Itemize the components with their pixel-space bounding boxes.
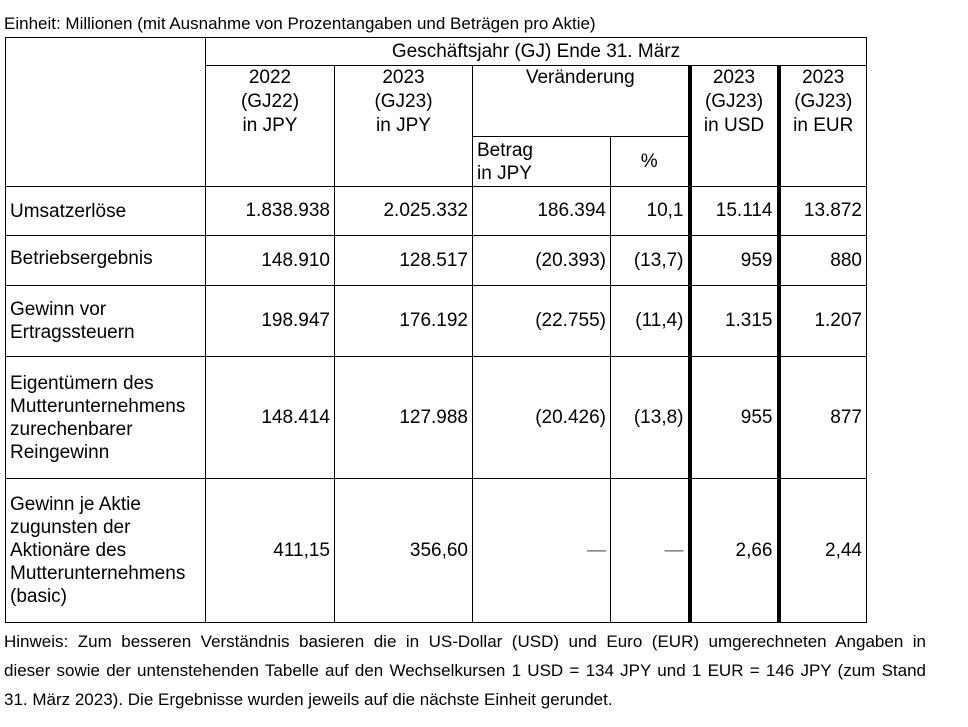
row-label: Gewinn je Aktie zugunsten der Aktionäre des Mutterunternehmens (basic) — [6, 479, 206, 623]
row-label: Eigentümern des Mutterunternehmens zurechenbarer Reingewinn — [6, 357, 206, 479]
value-fy22: 148.910 — [206, 236, 335, 286]
header-corner-cell — [6, 38, 206, 187]
col-header-fy23: 2023 (GJ23) in JPY — [335, 66, 473, 187]
value-change-pct: (11,4) — [611, 286, 690, 357]
value-eur: 880 — [779, 236, 867, 286]
footnote-line: 31. März 2023). Die Ergebnisse wurden jeweils auf die nächste Einheit gerundet. — [4, 690, 613, 709]
value-fy22: 411,15 — [206, 479, 335, 623]
row-label: Gewinn vor Ertragssteuern — [6, 286, 206, 357]
value-usd: 15.114 — [690, 187, 779, 236]
value-change-pct: (13,8) — [611, 357, 690, 479]
exchange-rate-footnote — [4, 627, 926, 714]
value-eur: 13.872 — [779, 187, 867, 236]
table-row — [6, 236, 867, 286]
value-fy23: 127.988 — [335, 357, 473, 479]
value-fy23: 128.517 — [335, 236, 473, 286]
financial-results-table — [5, 37, 867, 623]
header-row-fiscal-year — [6, 38, 867, 66]
col-header-change-amount: Betrag in JPY — [473, 137, 611, 187]
value-usd: 2,66 — [690, 479, 779, 623]
value-eur: 1.207 — [779, 286, 867, 357]
value-change-amount: (20.393) — [473, 236, 611, 286]
table-row — [6, 187, 867, 236]
col-header-eur: 2023 (GJ23) in EUR — [779, 66, 867, 187]
value-fy23: 2.025.332 — [335, 187, 473, 236]
value-change-amount: ― — [473, 479, 611, 623]
fiscal-year-header: Geschäftsjahr (GJ) Ende 31. März — [206, 38, 867, 66]
col-header-usd: 2023 (GJ23) in USD — [690, 66, 779, 187]
value-change-amount: 186.394 — [473, 187, 611, 236]
col-header-change: Veränderung — [473, 66, 690, 137]
value-fy22: 1.838.938 — [206, 187, 335, 236]
value-eur: 877 — [779, 357, 867, 479]
value-usd: 1.315 — [690, 286, 779, 357]
value-fy22: 198.947 — [206, 286, 335, 357]
table-row — [6, 357, 867, 479]
value-usd: 955 — [690, 357, 779, 479]
col-header-fy22: 2022 (GJ22) in JPY — [206, 66, 335, 187]
table-row — [6, 286, 867, 357]
value-usd: 959 — [690, 236, 779, 286]
unit-note: Einheit: Millionen (mit Ausnahme von Prozentangaben und Beträgen pro Aktie) — [4, 14, 596, 33]
footnote-line: dieser sowie der untenstehenden Tabelle auf den Wechselkursen 1 USD = 134 JPY und 1 EUR = 146 JPY (zum Stand — [4, 661, 926, 680]
value-change-pct: (13,7) — [611, 236, 690, 286]
row-label: Betriebsergebnis — [6, 236, 206, 286]
value-fy22: 148.414 — [206, 357, 335, 479]
value-change-pct: 10,1 — [611, 187, 690, 236]
value-change-amount: (22.755) — [473, 286, 611, 357]
col-header-change-pct: % — [611, 137, 690, 187]
row-label: Umsatzerlöse — [6, 187, 206, 236]
value-eur: 2,44 — [779, 479, 867, 623]
value-fy23: 176.192 — [335, 286, 473, 357]
value-fy23: 356,60 — [335, 479, 473, 623]
value-change-amount: (20.426) — [473, 357, 611, 479]
table-row — [6, 479, 867, 623]
footnote-line: Hinweis: Zum besseren Verständnis basieren die in US-Dollar (USD) und Euro (EUR) umgerechneten Angaben in — [4, 632, 926, 651]
value-change-pct: ― — [611, 479, 690, 623]
